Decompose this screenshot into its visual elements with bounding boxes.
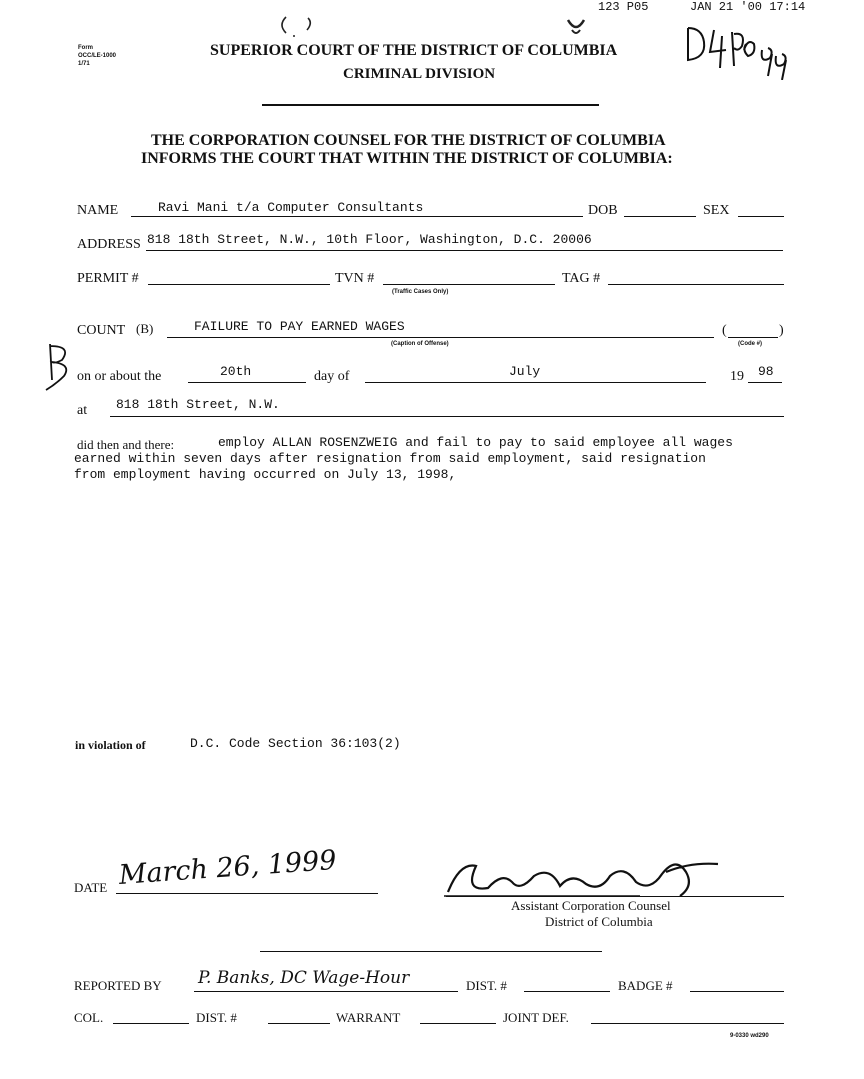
signer-title-1: Assistant Corporation Counsel bbox=[511, 898, 671, 913]
year-value: 98 bbox=[758, 364, 774, 379]
signer-title-2: District of Columbia bbox=[545, 914, 653, 929]
code-line bbox=[728, 337, 778, 338]
header-rule bbox=[262, 104, 599, 106]
year-prefix: 19 bbox=[730, 369, 744, 384]
code-paren-open: ( bbox=[722, 323, 727, 338]
location-value: 818 18th Street, N.W. bbox=[116, 397, 280, 412]
court-division: CRIMINAL DIVISION bbox=[343, 66, 496, 82]
handwritten-case-number bbox=[680, 20, 790, 80]
tag-line bbox=[608, 284, 784, 285]
joint-def-label: JOINT DEF. bbox=[503, 1010, 569, 1025]
reported-by-label: REPORTED BY bbox=[74, 978, 162, 993]
tvn-line bbox=[383, 284, 555, 285]
year-line bbox=[748, 382, 782, 383]
intro-line-1: THE CORPORATION COUNSEL FOR THE DISTRICT OF COLUMBIA bbox=[151, 132, 666, 149]
address-value: 818 18th Street, N.W., 10th Floor, Washington, D.C. 20006 bbox=[147, 232, 592, 247]
joint-def-line bbox=[591, 1023, 784, 1024]
day-line bbox=[188, 382, 306, 383]
tag-label: TAG # bbox=[562, 271, 601, 286]
at-label: at bbox=[77, 403, 88, 418]
seal-mark-icon bbox=[562, 12, 592, 42]
did-then-label: did then and there: bbox=[77, 437, 175, 452]
warrant-line bbox=[420, 1023, 496, 1024]
address-line bbox=[146, 250, 783, 251]
count-label: COUNT bbox=[77, 323, 126, 338]
code-paren-close: ) bbox=[779, 323, 784, 338]
tvn-note: (Traffic Cases Only) bbox=[392, 289, 449, 295]
dob-label: DOB bbox=[588, 203, 618, 218]
sex-line bbox=[738, 216, 784, 217]
badge-label: BADGE # bbox=[618, 978, 673, 993]
name-value: Ravi Mani t/a Computer Consultants bbox=[158, 200, 424, 215]
dist-1-line bbox=[524, 991, 610, 992]
on-or-about-label: on or about the bbox=[77, 369, 162, 384]
at-line bbox=[110, 416, 784, 417]
count-letter: (B) bbox=[136, 321, 154, 336]
dist-2-label: DIST. # bbox=[196, 1010, 237, 1025]
dob-line bbox=[624, 216, 696, 217]
dist-1-label: DIST. # bbox=[466, 978, 507, 993]
fax-page-number: 123 P05 bbox=[598, 0, 649, 14]
dist-2-line bbox=[268, 1023, 330, 1024]
permit-line bbox=[148, 284, 330, 285]
day-value: 20th bbox=[220, 364, 252, 379]
badge-line bbox=[690, 991, 784, 992]
description-line-2: earned within seven days after resignation from said employment, said resignation bbox=[74, 451, 706, 466]
form-number: 9-0330 wd290 bbox=[730, 1033, 769, 1039]
court-name: SUPERIOR COURT OF THE DISTRICT OF COLUMBIA bbox=[210, 42, 618, 59]
description-line-3: from employment having occurred on July 13, 1998, bbox=[74, 467, 457, 482]
date-label: DATE bbox=[74, 880, 108, 895]
permit-label: PERMIT # bbox=[77, 271, 139, 286]
code-note: (Code #) bbox=[738, 341, 762, 347]
reported-by-value: P. Banks, DC Wage-Hour bbox=[198, 968, 410, 988]
date-line bbox=[116, 893, 378, 894]
form-id-line3: 1/71 bbox=[78, 61, 90, 67]
punch-mark-icon bbox=[272, 12, 322, 42]
name-label: NAME bbox=[77, 203, 119, 218]
name-line bbox=[131, 216, 583, 217]
count-value: FAILURE TO PAY EARNED WAGES bbox=[194, 319, 405, 334]
margin-mark-b bbox=[38, 340, 78, 396]
violation-label: in violation of bbox=[75, 738, 146, 752]
signature-line bbox=[446, 896, 784, 897]
month-value: July bbox=[509, 364, 541, 379]
day-of-label: day of bbox=[314, 369, 350, 384]
col-label: COL. bbox=[74, 1010, 104, 1025]
tvn-label: TVN # bbox=[335, 271, 375, 286]
form-id-line2: OCC/LE-1000 bbox=[78, 53, 117, 59]
intro-line-2: INFORMS THE COURT THAT WITHIN THE DISTRICT OF COLUMBIA: bbox=[141, 150, 673, 167]
form-id-line1: Form bbox=[78, 45, 93, 51]
form-id bbox=[78, 44, 116, 68]
sex-label: SEX bbox=[703, 203, 730, 218]
attorney-signature bbox=[440, 852, 730, 902]
caption-note: (Caption of Offense) bbox=[391, 341, 449, 347]
address-label: ADDRESS bbox=[77, 237, 141, 252]
warrant-label: WARRANT bbox=[336, 1010, 401, 1025]
fax-datetime: JAN 21 '00 17:14 bbox=[690, 0, 806, 14]
count-line bbox=[167, 337, 714, 338]
date-signed-value: March 26, 1999 bbox=[117, 844, 338, 891]
violation-value: D.C. Code Section 36:103(2) bbox=[190, 736, 401, 751]
col-line bbox=[113, 1023, 189, 1024]
description-line-1: employ ALLAN ROSENZWEIG and fail to pay to said employee all wages bbox=[218, 435, 733, 450]
month-line bbox=[365, 382, 706, 383]
reported-by-line bbox=[194, 991, 458, 992]
divider-rule bbox=[260, 951, 602, 952]
